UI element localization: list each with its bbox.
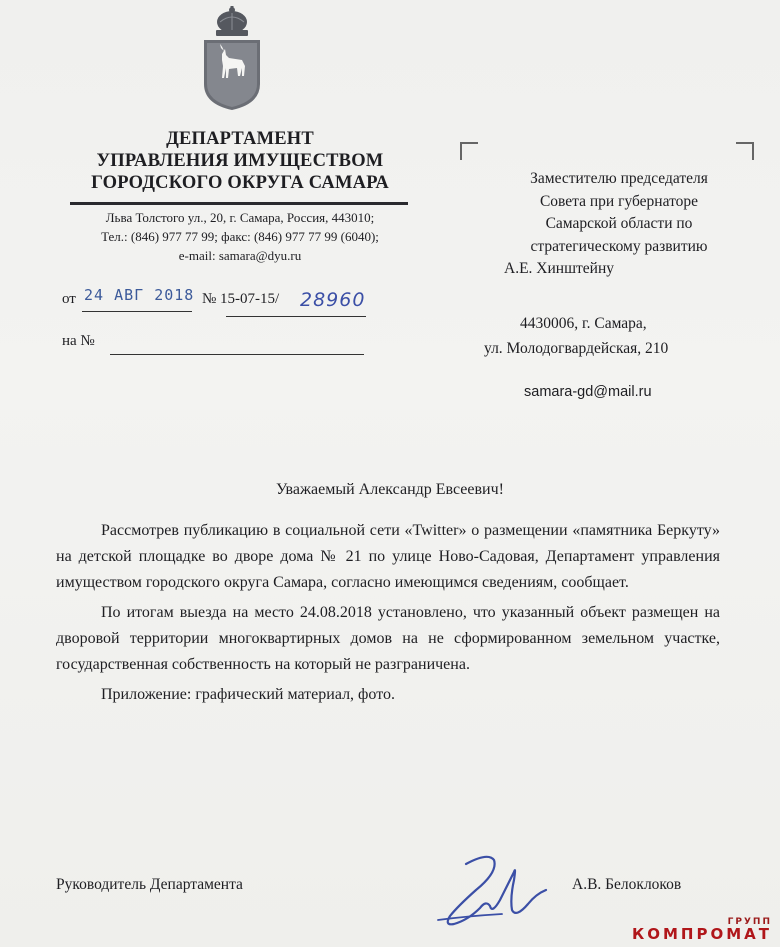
addressee-corner-top-right (736, 142, 754, 160)
watermark-big-text: КОМПРОМАТ (631, 925, 772, 943)
outgoing-number-handwritten: 28960 (300, 289, 366, 311)
reply-number-label: на № (62, 333, 95, 349)
date-label: от (62, 291, 76, 307)
addressee-line: Совета при губернаторе (539, 192, 699, 210)
attachment-note: Приложение: графический материал, фото. (101, 686, 395, 703)
outgoing-number-label: № 15-07-15/ (202, 291, 280, 307)
addressee-postal-line2: ул. Молодогвардейская, 210 (484, 340, 669, 357)
addressee-postal-line1: 4430006, г. Самара, (520, 315, 647, 332)
addressee-line: Заместителю председателя (530, 170, 708, 187)
department-phone: Тел.: (846) 977 77 99; факс: (846) 977 77 99 (6040); (101, 229, 379, 244)
date-underline (82, 311, 192, 312)
signatory-name: А.В. Белоклоков (572, 876, 682, 893)
header-divider (70, 202, 408, 205)
number-underline (226, 316, 366, 317)
body-paragraph: Рассмотрев публикацию в социальной сети «Twitter» о размещении «памятника Беркуту» на детской площадке во дворе дома № 21 по улице Ново-Садовая, Департамент управления имуществом городского округа Самара, согласно имеющимся сведениям, сообщает. (56, 522, 720, 591)
letter-body (56, 518, 720, 712)
department-email: e-mail: samara@dyu.ru (178, 248, 302, 263)
watermark (632, 917, 772, 941)
signatory-title: Руководитель Департамента (56, 876, 243, 893)
department-name-line: ГОРОДСКОГО ОКРУГА САМАРА (91, 173, 389, 193)
addressee-name: А.Е. Хинштейну (504, 260, 614, 277)
letter-greeting: Уважаемый Александр Евсеевич! (275, 481, 504, 498)
addressee-line: Самарской области по (545, 215, 693, 232)
addressee-block (474, 168, 764, 281)
addressee-line: стратегическому развитию (530, 237, 708, 255)
handwritten-signature-icon (428, 850, 558, 932)
department-contacts (60, 208, 420, 265)
department-name-line: ДЕПАРТАМЕНТ (166, 129, 314, 149)
department-address: Льва Толстого ул., 20, г. Самара, Россия, 443010; (105, 210, 375, 225)
addressee-corner-top-left (460, 142, 478, 160)
body-paragraph: По итогам выезда на место 24.08.2018 установлено, что указанный объект размещен на дворовой территории многоквартирных домов на не сформированном земельном участке, государственная собственность на который не разграничена. (56, 604, 720, 673)
reply-number-underline (110, 354, 364, 355)
department-name-line: УПРАВЛЕНИЯ ИМУЩЕСТВОМ (96, 151, 384, 171)
samara-coat-of-arms-icon (196, 6, 268, 112)
date-stamp: 24 АВГ 2018 (84, 286, 195, 304)
department-name (40, 128, 440, 194)
addressee-email: samara-gd@mail.ru (524, 384, 652, 400)
watermark-small-text: ГРУПП (727, 917, 772, 927)
